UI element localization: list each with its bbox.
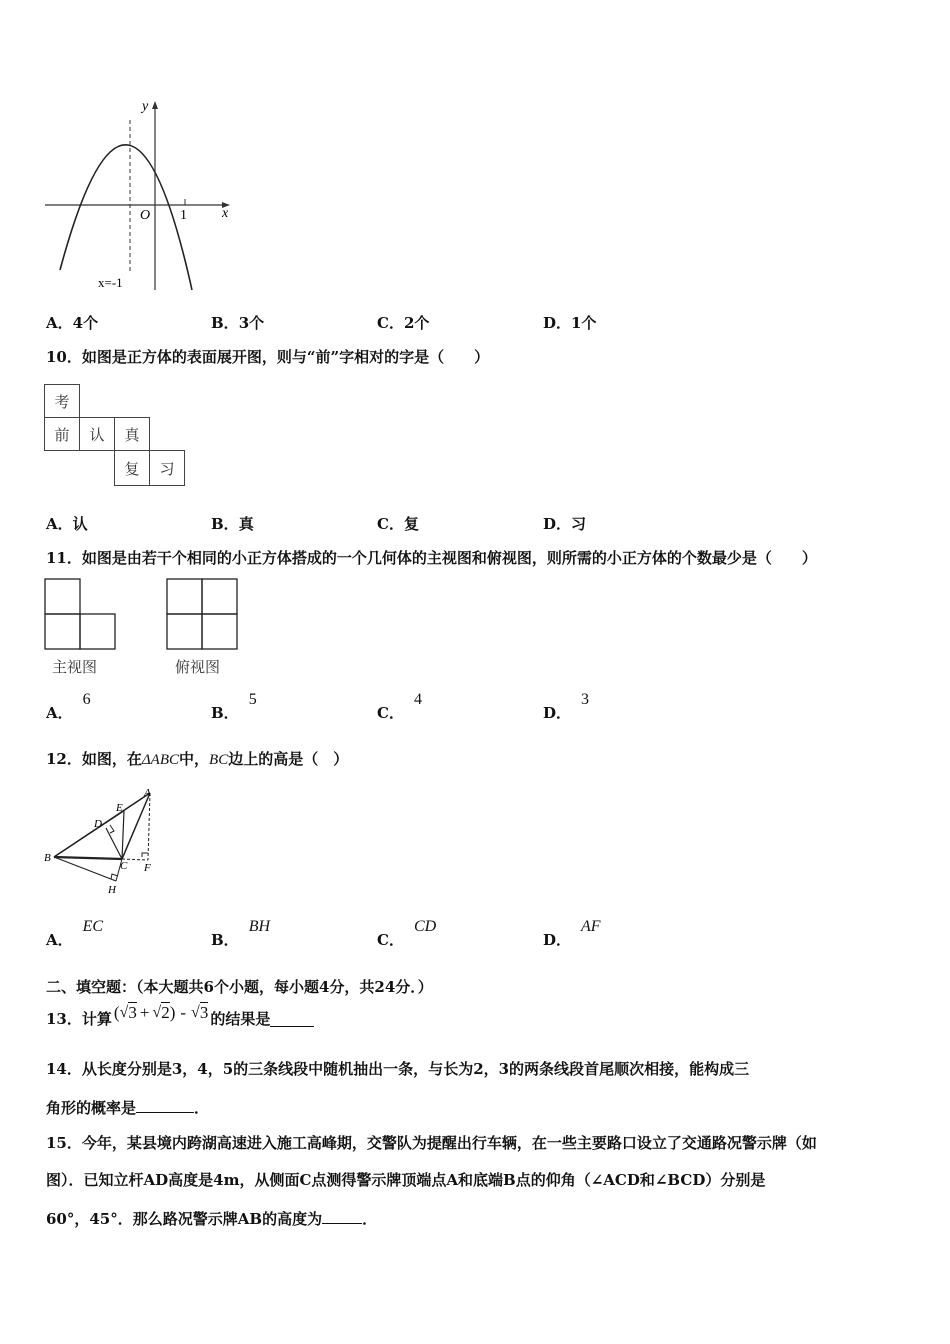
q13-answer-blank[interactable]	[270, 1010, 314, 1027]
q14-line-2: 角形的概率是 ．	[46, 1096, 209, 1118]
q12-option-c: C．CD	[377, 918, 437, 949]
q15-line-3: 60°，45°．那么路况警示牌AB的高度为 ．	[46, 1207, 377, 1229]
front-view-top-cell	[45, 579, 80, 614]
q10-stem: 10．如图是正方体的表面展开图，则与“前”字相对的字是（ ）	[46, 348, 490, 366]
net-cell-xi: 习	[149, 450, 185, 486]
q10-option-d: D．习	[543, 515, 587, 533]
q10-option-c: C．复	[377, 515, 419, 533]
q9-option-c: C．2个	[377, 314, 430, 332]
label-f: F	[144, 862, 151, 874]
x-label: x	[222, 206, 229, 221]
label-b: B	[44, 852, 51, 864]
axis-eq-label: x=-1	[98, 275, 123, 290]
top-view-figure	[166, 578, 240, 652]
label-h: H	[108, 884, 116, 896]
net-cell-zhen: 真	[114, 417, 150, 451]
q11-stem: 11．如图是由若干个相同的小正方体搭成的一个几何体的主视图和俯视图，则所需的小正方体的个数最少是（ ）	[46, 549, 817, 567]
label-d: D	[94, 818, 102, 830]
label-a: A	[144, 787, 151, 799]
q13-post: 的结果是	[210, 1010, 271, 1028]
label-c: C	[120, 860, 128, 872]
net-cell-qian: 前	[44, 417, 80, 451]
q13-line	[46, 1002, 314, 1029]
cube-net	[44, 384, 189, 490]
q13-pre: 13．计算	[46, 1010, 112, 1028]
q12-stem: 12．如图，在ΔABC中，BC边上的高是（ ）	[46, 750, 349, 768]
q15-answer-blank[interactable]	[322, 1207, 362, 1224]
q13-expression: ( √ 3 + √ 2 ) - √ 3	[113, 1002, 209, 1022]
front-view-bottom-right-cell	[80, 614, 115, 649]
y-label: y	[142, 99, 149, 114]
q12-option-a: A．EC	[46, 918, 104, 949]
top-view-caption: 俯视图	[175, 658, 221, 676]
q14-line-1: 14．从长度分别是3，4，5的三条线段中随机抽出一条，与长为2，3的两条线段首尾顺次相接，能构成三	[46, 1060, 750, 1078]
q9-option-a: A．4个	[46, 314, 99, 332]
q9-option-d: D．1个	[543, 314, 597, 332]
q14-answer-blank[interactable]	[136, 1096, 194, 1113]
q15-line-2: 图）．已知立杆AD高度是4m，从侧面C点测得警示牌顶端点A和底端B点的仰角（∠ACD和∠BCD）分别是	[46, 1171, 766, 1189]
top-view-cell-1	[167, 579, 202, 614]
q11-option-a: A．6	[46, 691, 91, 722]
net-cell-kao: 考	[44, 384, 80, 418]
q10-option-b: B．真	[211, 515, 254, 533]
top-view-cell-3	[167, 614, 202, 649]
parabola-curve	[60, 145, 192, 290]
q15-line-1: 15．今年，某县境内跨湖高速进入施工高峰期，交警队为提醒出行车辆，在一些主要路口设立了交通路况警示牌（如	[46, 1134, 817, 1152]
label-e: E	[116, 802, 123, 814]
origin-label: O	[140, 208, 151, 223]
front-view-bottom-left-cell	[45, 614, 80, 649]
q11-option-b: B．5	[211, 691, 257, 722]
net-cell-ren: 认	[79, 417, 115, 451]
q11-option-c: C．4	[377, 691, 422, 722]
parabola-graph	[40, 95, 240, 300]
triangle-figure	[40, 785, 165, 900]
top-view-cell-2	[202, 579, 237, 614]
q9-option-b: B．3个	[211, 314, 265, 332]
tick-label-1: 1	[180, 208, 187, 223]
q12-option-b: B．BH	[211, 918, 271, 949]
y-axis-arrow	[152, 101, 158, 109]
q12-option-d: D．AF	[543, 918, 601, 949]
front-view-caption: 主视图	[52, 658, 98, 676]
q11-option-d: D．3	[543, 691, 590, 722]
section-2-heading: 二、填空题：（本大题共6个小题，每小题4分，共24分．）	[46, 978, 433, 996]
q10-option-a: A．认	[46, 515, 88, 533]
net-cell-fu: 复	[114, 450, 150, 486]
top-view-cell-4	[202, 614, 237, 649]
front-view-figure	[44, 578, 118, 652]
